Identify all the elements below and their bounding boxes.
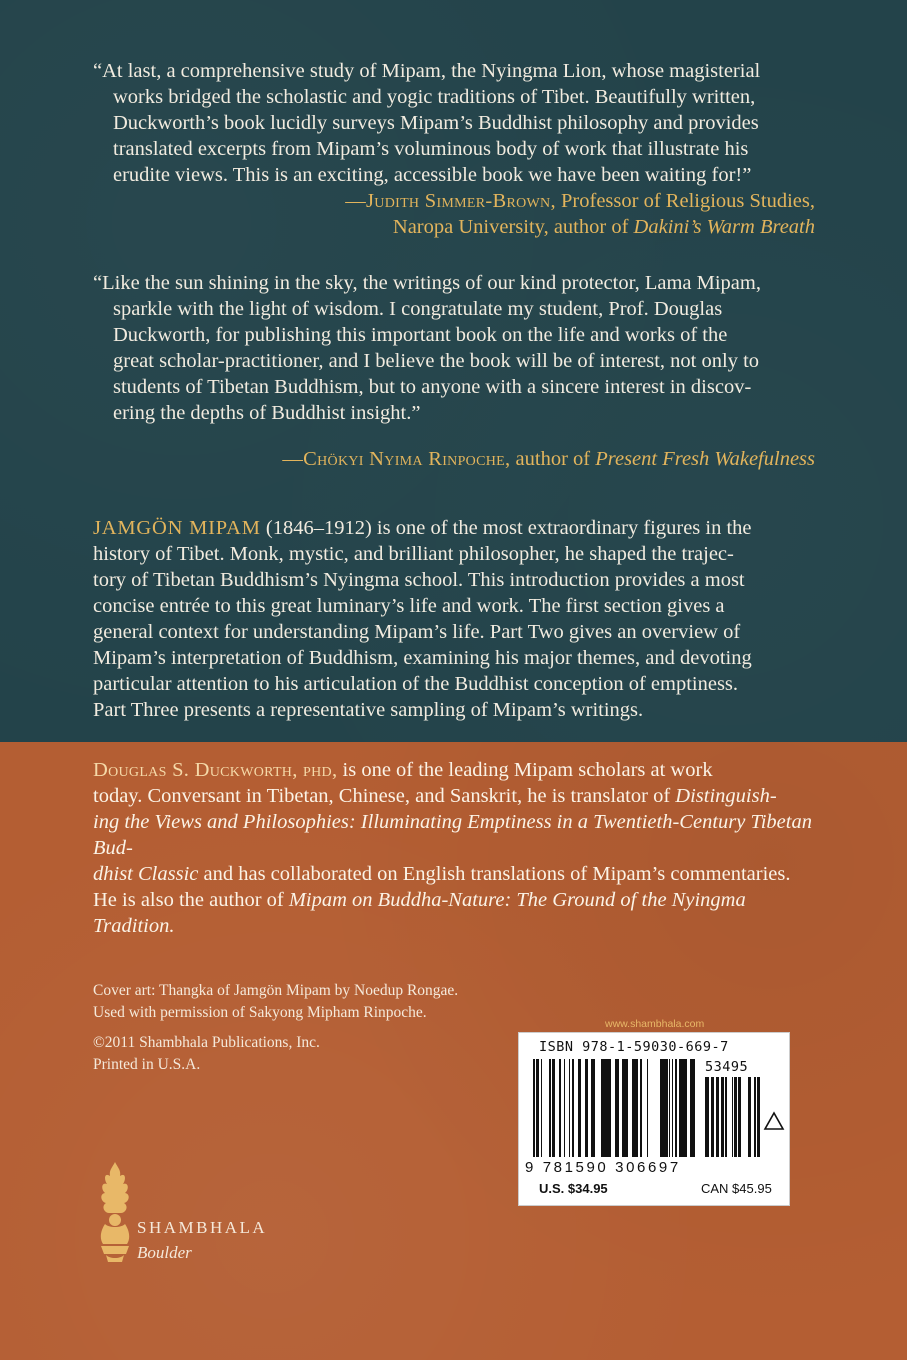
- permission-credit: Used with permission of Sakyong Mipham Rinpoche.: [93, 1004, 427, 1021]
- endorser-name: —Judith Simmer-Brown,: [345, 190, 556, 212]
- publisher-website[interactable]: www.shambhala.com: [605, 1018, 705, 1030]
- triangle-icon: [763, 1111, 785, 1131]
- barcode-bar: [647, 1059, 648, 1157]
- barcode-bar: [716, 1077, 719, 1157]
- description-line: tory of Tibetan Buddhism’s Nyingma school. This introduction provides a most: [93, 569, 745, 591]
- copyright-notice: ©2011 Shambhala Publications, Inc.: [93, 1034, 320, 1051]
- quote-line: “Like the sun shining in the sky, the writings of our kind protector, Lama Mipam,: [93, 272, 761, 294]
- quote-line: ering the depths of Buddhist insight.”: [113, 402, 421, 424]
- barcode-bar: [705, 1077, 707, 1157]
- description-line: particular attention to his articulation of the Buddhist conception of emptiness.: [93, 673, 739, 695]
- barcode-bar: [682, 1059, 685, 1157]
- description-line: concise entrée to this great luminary’s life and work. The first section gives a: [93, 595, 725, 617]
- description-line: history of Tibet. Monk, mystic, and brilliant philosopher, he shaped the trajec-: [93, 543, 734, 565]
- barcode-bar: [533, 1059, 535, 1157]
- barcode-bar: [711, 1077, 714, 1157]
- barcode-bar: [707, 1077, 709, 1157]
- barcode-bar: [637, 1059, 638, 1157]
- barcode-bar: [635, 1059, 637, 1157]
- cover-art-credit: Cover art: Thangka of Jamgön Mipam by Noedup Rongae.: [93, 982, 459, 999]
- author-bio: [93, 757, 818, 939]
- barcode-digits: 9 781590 306697: [525, 1159, 681, 1176]
- quote-line: Duckworth’s book lucidly surveys Mipam’s Buddhist philosophy and provides: [113, 112, 759, 134]
- barcode-bar: [748, 1077, 751, 1157]
- quote-line: sparkle with the light of wisdom. I congratulate my student, Prof. Douglas: [113, 298, 723, 320]
- barcode-bar: [738, 1077, 739, 1157]
- quote-line: students of Tibetan Buddhism, but to anyone with a sincere interest in discov-: [113, 376, 752, 398]
- barcode-bar: [572, 1059, 573, 1157]
- quote-line: erudite views. This is an exciting, accessible book we have been waiting for!”: [113, 164, 752, 186]
- quote-line: great scholar-practitioner, and I believe the book will be of interest, not only to: [113, 350, 760, 372]
- publisher-city: Boulder: [137, 1243, 192, 1262]
- bio-text: today. Conversant in Tibetan, Chinese, and Sanskrit, he is translator of: [93, 785, 676, 807]
- endorser-role: author of: [510, 448, 596, 470]
- barcode-bar: [685, 1059, 687, 1157]
- bio-book-title: dhist Classic: [93, 863, 199, 885]
- barcode-bar: [559, 1059, 561, 1157]
- bio-book-title: ing the Views and Philosophies: Illuminating Emptiness in a Twentieth-Century Tibetan Bud-: [93, 811, 812, 859]
- barcode-bar: [601, 1059, 602, 1157]
- barcode-bar: [615, 1059, 618, 1157]
- barcode-bar: [627, 1059, 628, 1157]
- barcode-bar: [625, 1059, 627, 1157]
- bio-text: is one of the leading Mipam scholars at work: [337, 759, 713, 781]
- barcode-bar: [732, 1077, 733, 1157]
- barcode-bar: [552, 1059, 555, 1157]
- barcode-box: [518, 1032, 790, 1206]
- price-addon-number: 53495: [705, 1059, 749, 1075]
- subject-name: JAMGÖN MIPAM: [93, 517, 261, 539]
- isbn-label: ISBN 978-1-59030-669-7: [539, 1039, 729, 1055]
- barcode-bar: [665, 1059, 668, 1157]
- barcode-bar: [623, 1059, 625, 1157]
- barcode-bar: [758, 1077, 760, 1157]
- quote-1-attribution-line-2: [93, 214, 815, 240]
- endorser-book: Present Fresh Wakefulness: [595, 448, 815, 470]
- printed-notice: Printed in U.S.A.: [93, 1056, 201, 1073]
- barcode-bar: [578, 1059, 581, 1157]
- barcode-bar: [672, 1059, 673, 1157]
- barcode-bar: [663, 1059, 665, 1157]
- barcode-bar: [660, 1059, 661, 1157]
- barcode-bar: [564, 1059, 565, 1157]
- publisher-name: SHAMBHALA: [137, 1218, 268, 1237]
- book-description: [93, 515, 818, 723]
- barcode-icon: [533, 1059, 775, 1161]
- barcode-bar: [632, 1059, 635, 1157]
- barcode-bar: [725, 1077, 727, 1157]
- barcode-bar: [573, 1059, 574, 1157]
- barcode-bar: [721, 1077, 724, 1157]
- barcode-bar: [675, 1059, 677, 1157]
- barcode-bar: [602, 1059, 605, 1157]
- barcode-bar: [536, 1059, 538, 1157]
- quote-1-attribution: [93, 188, 815, 214]
- quote-line: “At last, a comprehensive study of Mipam, the Nyingma Lion, whose magisterial: [93, 60, 761, 82]
- barcode-bar: [605, 1059, 608, 1157]
- barcode-bar: [692, 1059, 695, 1157]
- barcode-bar: [740, 1077, 741, 1157]
- quote-line: translated excerpts from Mipam’s voluminous body of work that illustrate his: [113, 138, 749, 160]
- barcode-bar: [538, 1059, 539, 1157]
- description-line: general context for understanding Mipam’s life. Part Two gives an overview of: [93, 621, 741, 643]
- barcode-bar: [640, 1059, 642, 1157]
- description-line: Part Three presents a representative sampling of Mipam’s writings.: [93, 699, 644, 721]
- endorser-name: —Chökyi Nyima Rinpoche,: [282, 448, 511, 470]
- barcode-bar: [690, 1059, 692, 1157]
- barcode-bar: [608, 1059, 611, 1157]
- barcode-bar: [541, 1059, 542, 1157]
- author-name: Douglas S. Duckworth, phd,: [93, 759, 338, 781]
- bio-book-title: Distinguish-: [675, 785, 777, 807]
- barcode-bar: [661, 1059, 663, 1157]
- barcode-bar: [669, 1059, 670, 1157]
- barcode-bar: [757, 1077, 758, 1157]
- bio-text: He is also the author of: [93, 889, 289, 911]
- barcode-bar: [569, 1059, 570, 1157]
- quote-line: works bridged the scholastic and yogic traditions of Tibet. Beautifully written,: [113, 86, 756, 108]
- barcode-bar: [680, 1059, 682, 1157]
- barcode-bar: [618, 1059, 619, 1157]
- bio-text: and has collaborated on English translations of Mipam’s commentaries.: [198, 863, 791, 885]
- barcode-bar: [593, 1059, 595, 1157]
- endorser-book: Dakini’s Warm Breath: [633, 216, 815, 238]
- description-line: (1846–1912) is one of the most extraordinary figures in the: [260, 517, 752, 539]
- barcode-bar: [739, 1077, 740, 1157]
- bio-book-title: Mipam on Buddha-Nature: The Ground of the Nyingma Tradition.: [93, 889, 746, 937]
- endorsement-quote-1: [93, 58, 818, 188]
- barcode-bar: [549, 1059, 551, 1157]
- barcode-bar: [679, 1059, 680, 1157]
- barcode-bar: [585, 1059, 588, 1157]
- price-can: CAN $45.95: [701, 1181, 772, 1196]
- endorser-role: Professor of Religious Studies,: [555, 190, 815, 212]
- credits-block: [93, 980, 458, 1084]
- description-line: Mipam’s interpretation of Buddhism, examining his major themes, and devoting: [93, 647, 752, 669]
- barcode-bar: [734, 1077, 737, 1157]
- quote-line: Duckworth, for publishing this important book on the life and works of the: [113, 324, 728, 346]
- quote-2-attribution: [93, 446, 815, 472]
- price-us: U.S. $34.95: [539, 1181, 608, 1196]
- endorsement-quote-2: [93, 270, 818, 426]
- barcode-bar: [622, 1059, 623, 1157]
- barcode-bar: [591, 1059, 593, 1157]
- endorser-affiliation: Naropa University, author of: [392, 216, 634, 238]
- barcode-bar: [754, 1077, 756, 1157]
